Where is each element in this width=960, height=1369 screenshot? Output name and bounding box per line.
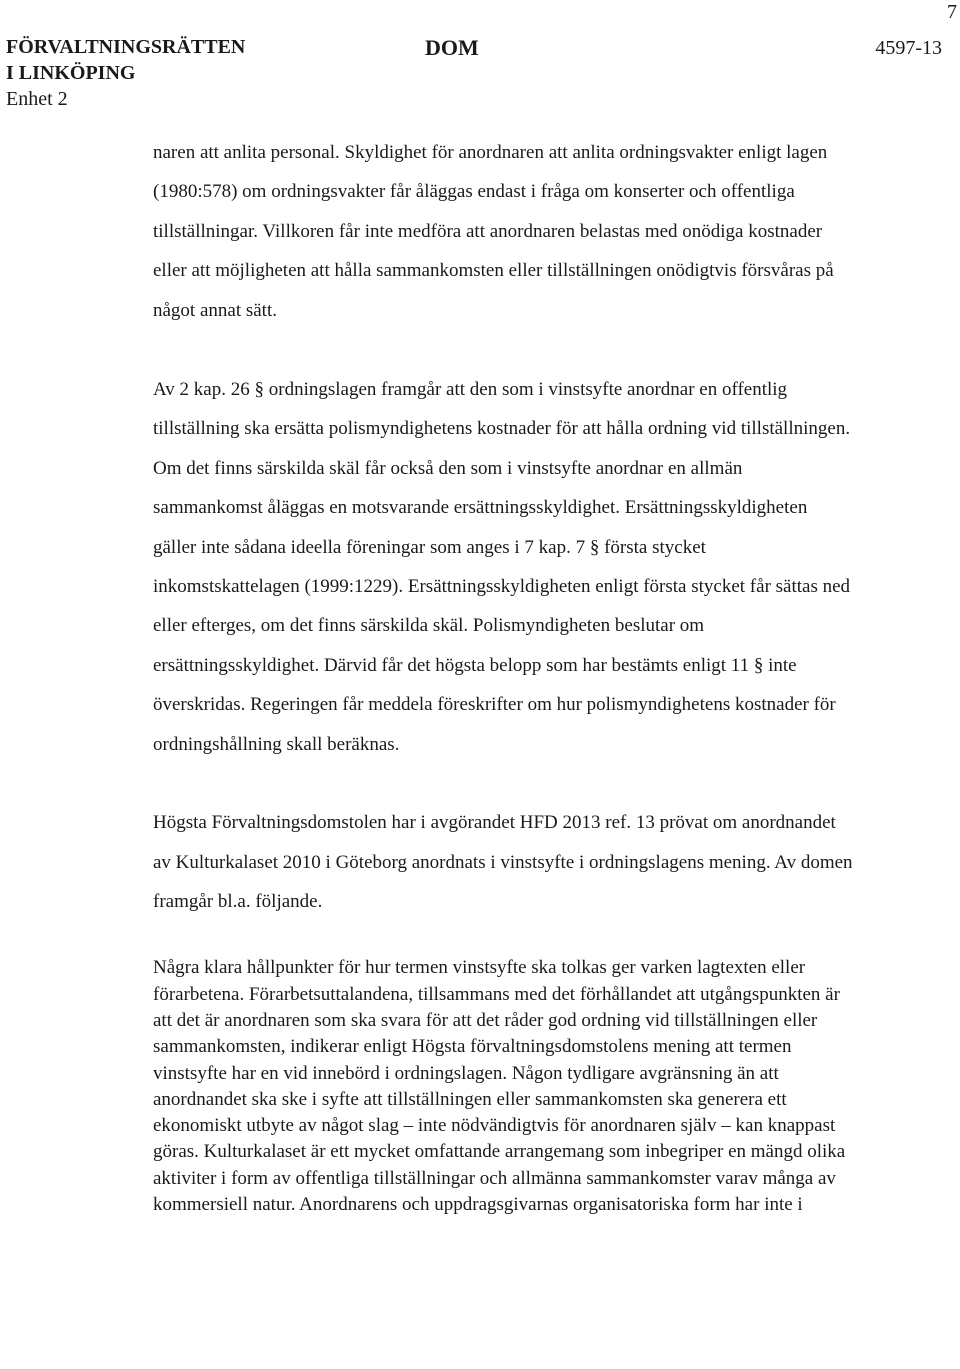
court-name-line2: I LINKÖPING — [6, 62, 136, 84]
case-number: 4597-13 — [875, 37, 942, 59]
court-header — [6, 34, 245, 112]
paragraph-ersattningsskyldighet: Av 2 kap. 26 § ordningslagen framgår att den som i vinstsyfte anordnar en offentlig tillställning ska ersätta polismyndighetens kostnader för att hålla ordning vid tillställningen. Om det finns särskilda skäl får också den som i vinstsyfte anordnar en allmän sammankomst åläggas en motsvarande ersättningsskyldighet. Ersättningsskyldigheten gäller inte sådana ideella föreningar som anges i 7 kap. 7 § första stycket inkomstskattelagen (1999:1229). Ersättningsskyldigheten enligt första stycket får sättas ned eller efterges, om det finns särskilda skäl. Polismyndigheten beslutar om ersättningsskyldighet. Därvid får det högsta belopp som har bestämts enligt 11 § inte överskridas. Regeringen får meddela föreskrifter om hur polismyndighetens kostnader för ordningshållning skall beräknas. — [153, 379, 851, 755]
document-type: DOM — [425, 35, 479, 60]
block-quote-hfd: Några klara hållpunkter för hur termen vinstsyfte ska tolkas ger varken lagtexten eller förarbetena. Förarbetsuttalandena, tillsammans med det förhållandet att utgångspunkten är att det är anordnaren som ska svara för att det råder god ordning vid tillställningen eller sammankomsten, indikerar enligt Högsta förvaltningsdomstolens mening att termen vinstsyfte har en vid innebörd i ordningslagen. Någon tydligare avgränsning än att anordnandet ska ske i syfte att tillställningen eller sammankomsten ska generera ett ekonomiskt utbyte av något slag – inte nödvändigtvis för anordnaren själv – kan knappast göras. Kulturkalaset är ett mycket omfattande arrangemang som inbegriper en mängd olika aktiviter i form av offentliga tillställningar och allmänna sammankomster varav många av kommersiell natur. Anordnarens och uppdragsgivarnas organisatoriska form har inte i — [153, 957, 846, 1215]
court-name-line1: FÖRVALTNINGSRÄTTEN — [6, 36, 246, 58]
paragraph-ordningsvakter: naren att anlita personal. Skyldighet för anordnaren att anlita ordningsvakter enligt lagen (1980:578) om ordningsvakter får åläggas endast i fråga om konserter och offentliga tillställningar. Villkoren får inte medföra att anordnaren belastas med onödiga kostnader eller att möjligheten att hålla sammankomsten eller tillställningen onödigtvis försvåras på något annat sätt. — [153, 142, 834, 321]
page-number: 7 — [947, 1, 957, 23]
court-unit: Enhet 2 — [6, 88, 68, 110]
document-body — [153, 133, 853, 1218]
paragraph-hfd-reference: Högsta Förvaltningsdomstolen har i avgörandet HFD 2013 ref. 13 prövat om anordnandet av Kulturkalaset 2010 i Göteborg anordnats i vinstsyfte i ordningslagens mening. Av domen framgår bl.a. följande. — [153, 812, 853, 912]
